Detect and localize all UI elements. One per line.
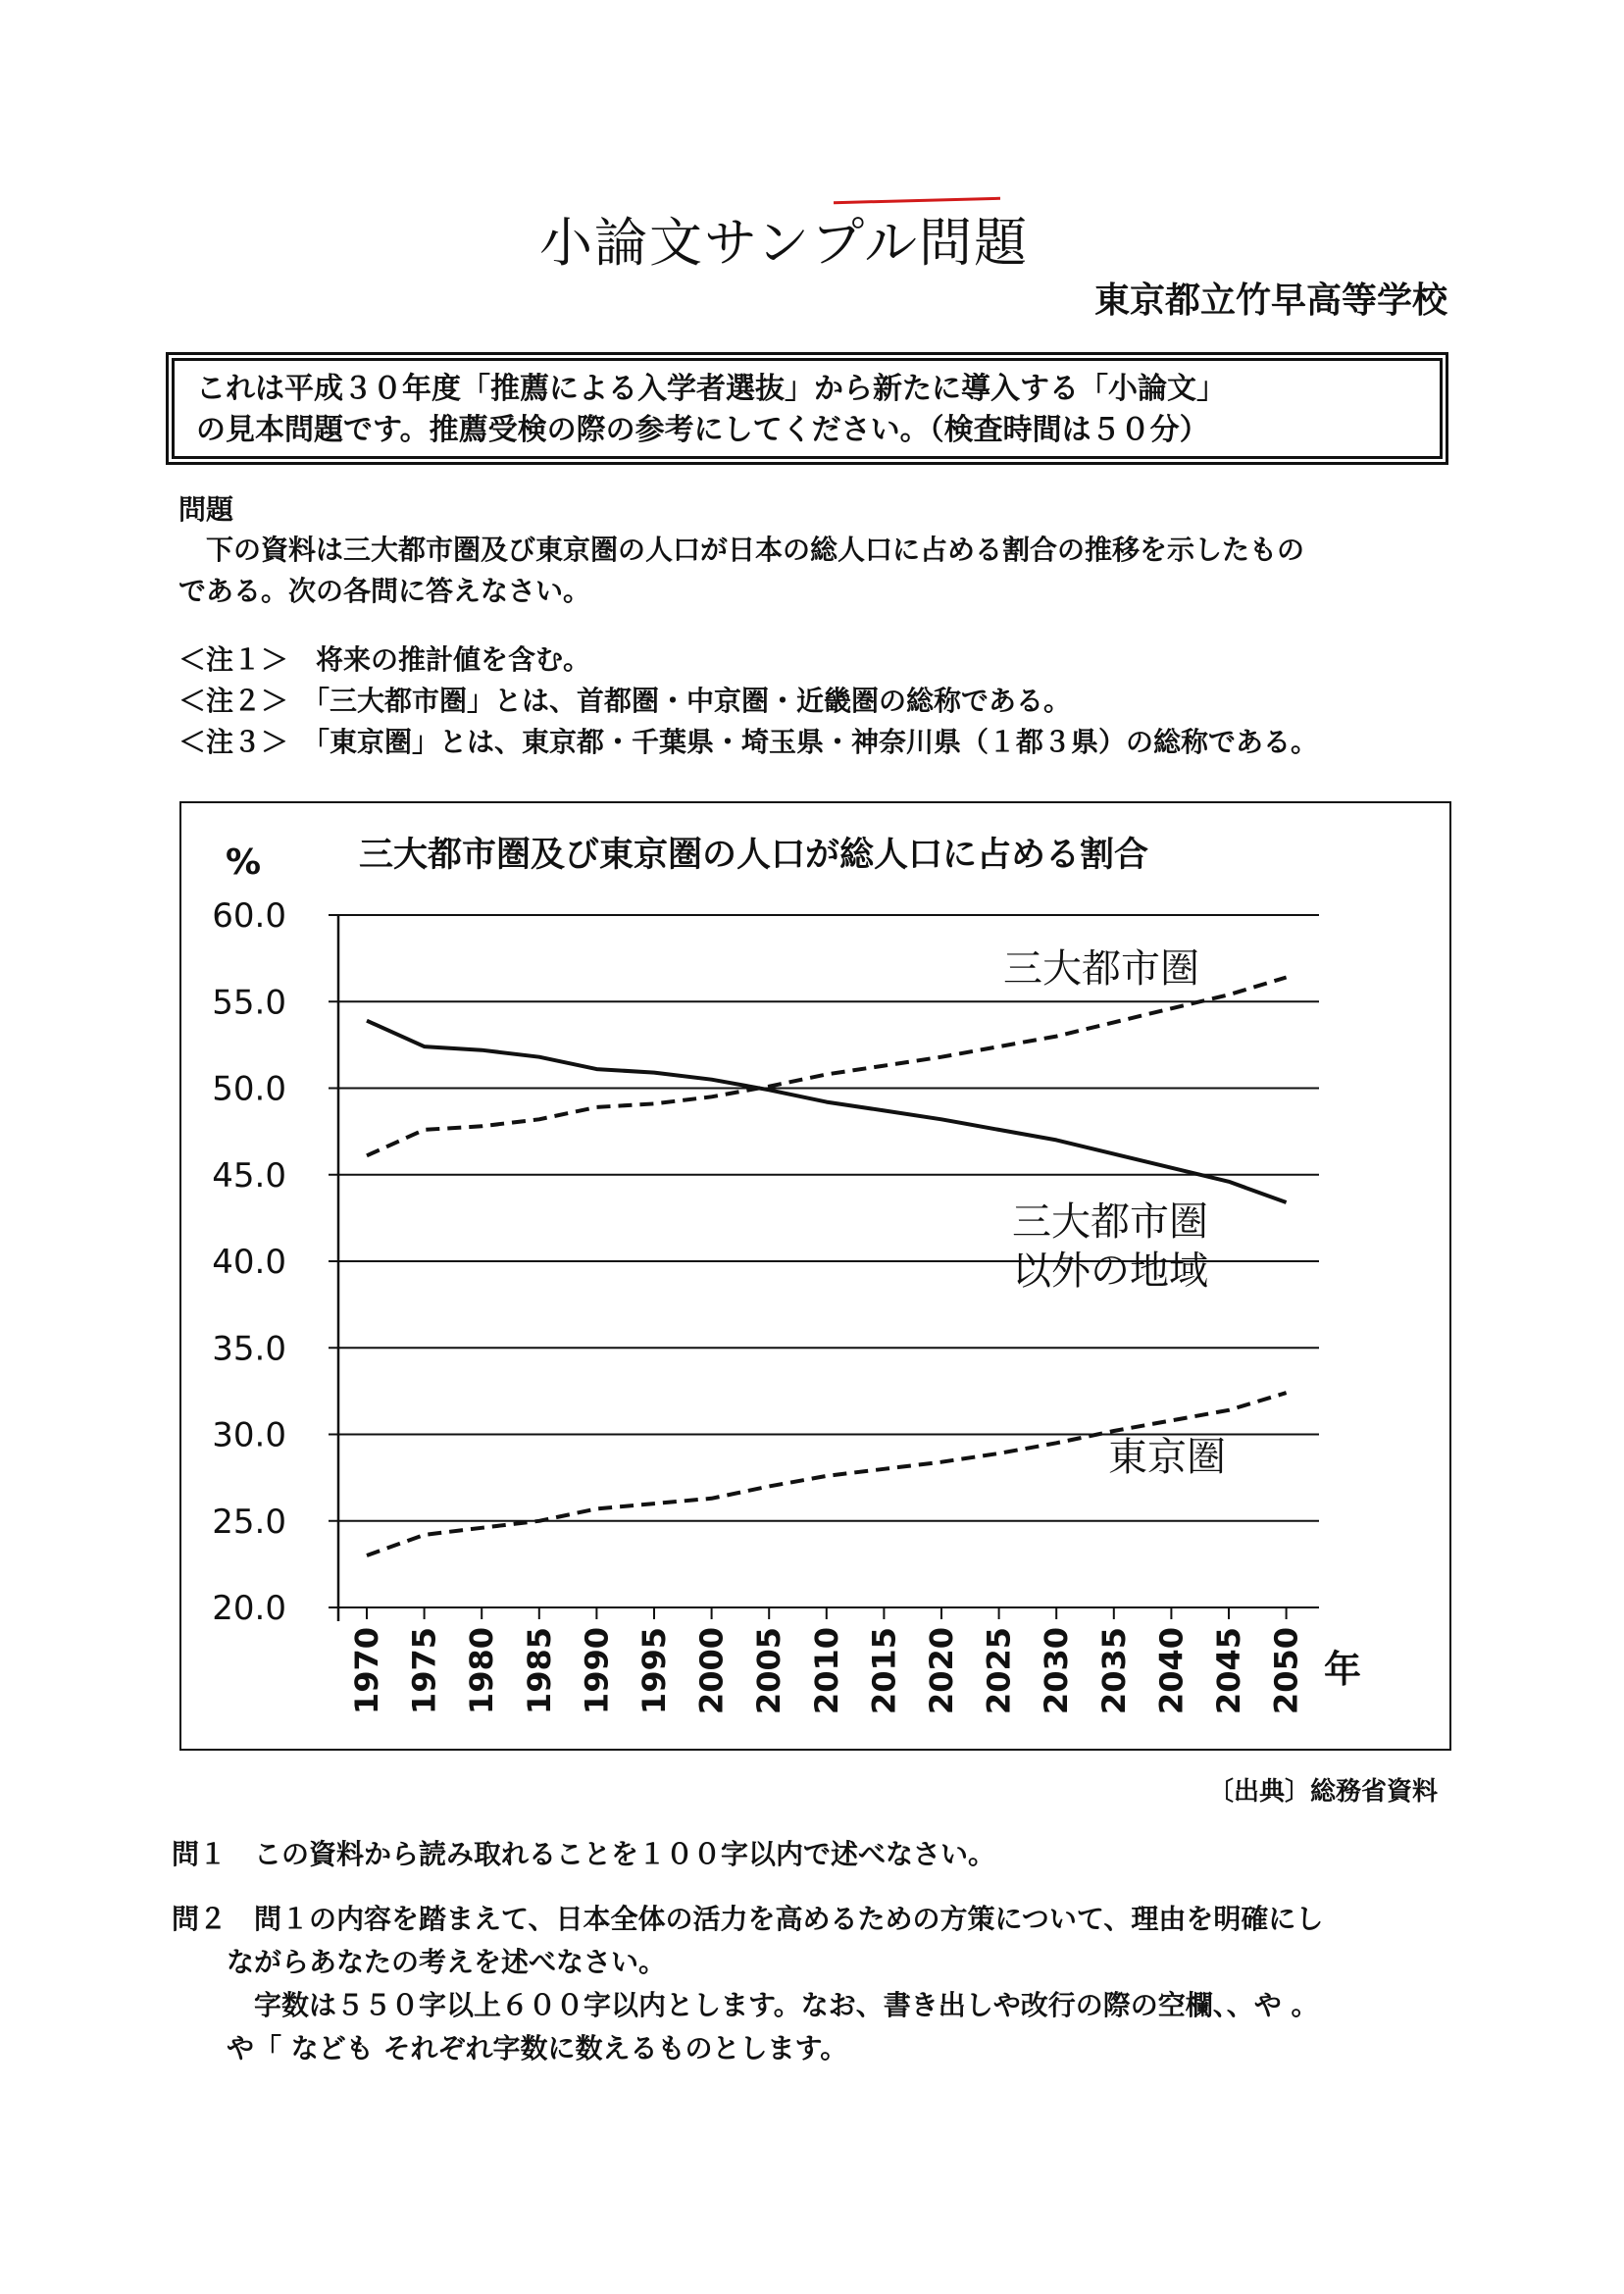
question-2-line-4: や「 なども それぞれ字数に数えるものとします。 <box>172 2032 848 2065</box>
series-label-2: 以外の地域 <box>1012 1249 1208 1294</box>
y-tick-label: 60.0 <box>212 896 286 936</box>
question-body-line-1: 下の資料は三大都市圏及び東京圏の人口が日本の総人口に占める割合の推移を示したもの <box>178 534 1305 566</box>
y-axis-unit: % <box>226 842 262 883</box>
x-tick-label: 2025 <box>980 1627 1018 1715</box>
y-tick-label: 30.0 <box>212 1415 286 1455</box>
notice-line-1: これは平成３０年度「推薦による入学者選抜」から新たに導入する「小論文」 <box>196 372 1226 406</box>
question-heading: 問題 <box>178 493 234 526</box>
x-tick-label: 1990 <box>578 1627 616 1715</box>
note-1: ＜注１＞ 将来の推計値を含む。 <box>178 643 591 676</box>
x-tick-label: 2030 <box>1038 1627 1076 1715</box>
note-3: ＜注３＞ 「東京圏」とは、東京都・千葉県・埼玉県・神奈川県（１都３県）の総称である。 <box>178 726 1319 758</box>
question-2-line-2: ながらあなたの考えを述べなさい。 <box>172 1946 667 1978</box>
x-tick-label: 1975 <box>405 1627 443 1715</box>
source-citation: 〔出典〕総務省資料 <box>1207 1777 1438 1807</box>
population-share-chart <box>181 803 1448 1748</box>
school-name: 東京都立竹早高等学校 <box>1093 280 1447 321</box>
x-tick-label: 2010 <box>807 1627 845 1715</box>
y-tick-label: 55.0 <box>212 983 286 1023</box>
x-tick-label: 1985 <box>520 1627 558 1715</box>
question-2 <box>172 1898 1323 2070</box>
question-2-line-3: 字数は５５０字以上６００字以内とします。なお、書き出しや改行の際の空欄、、や 。 <box>172 1989 1319 2021</box>
question-body <box>178 530 1453 612</box>
x-tick-label: 2005 <box>750 1627 788 1715</box>
x-tick-label: 1980 <box>463 1627 501 1715</box>
x-tick-label: 2020 <box>923 1627 960 1715</box>
chart-frame <box>179 801 1451 1751</box>
notice-box <box>172 358 1443 459</box>
x-axis-label: 年 <box>1324 1648 1362 1691</box>
y-tick-label: 25.0 <box>212 1502 286 1542</box>
x-tick-label: 2050 <box>1267 1627 1305 1715</box>
notice-line-2: の見本問題です。推薦受検の際の参考にしてください。（検査時間は５０分） <box>196 413 1209 447</box>
question-1: 問１ この資料から読み取れることを１００字以内で述べなさい。 <box>172 1838 996 1870</box>
page-title: 小論文サンプル問題 <box>539 212 1030 274</box>
x-tick-label: 2015 <box>865 1627 903 1715</box>
question-body-line-2: である。次の各問に答えなさい。 <box>178 575 591 607</box>
x-tick-label: 2040 <box>1152 1627 1191 1715</box>
y-tick-label: 45.0 <box>212 1155 286 1196</box>
y-tick-label: 40.0 <box>212 1243 286 1282</box>
x-tick-label: 2045 <box>1210 1627 1247 1715</box>
y-tick-label: 20.0 <box>212 1589 286 1628</box>
x-tick-label: 2035 <box>1094 1627 1133 1715</box>
x-tick-label: 1970 <box>348 1627 385 1715</box>
series-label-3: 東京圏 <box>1108 1435 1226 1480</box>
x-tick-label: 2000 <box>692 1627 731 1715</box>
notes <box>178 639 1318 763</box>
x-tick-label: 1995 <box>635 1627 673 1715</box>
chart-title: 三大都市圏及び東京圏の人口が総人口に占める割合 <box>359 836 1149 875</box>
y-tick-label: 35.0 <box>212 1329 286 1369</box>
series-label-2: 三大都市圏 <box>1012 1199 1208 1245</box>
question-2-line-1: 問２ 問１の内容を踏まえて、日本全体の活力を高めるための方策について、理由を明確にし <box>172 1903 1324 1935</box>
y-tick-label: 50.0 <box>212 1069 286 1109</box>
series-label-1: 三大都市圏 <box>1003 946 1199 992</box>
note-2: ＜注２＞ 「三大都市圏」とは、首都圏・中京圏・近畿圏の総称である。 <box>178 685 1072 717</box>
series-line-1 <box>367 978 1287 1156</box>
